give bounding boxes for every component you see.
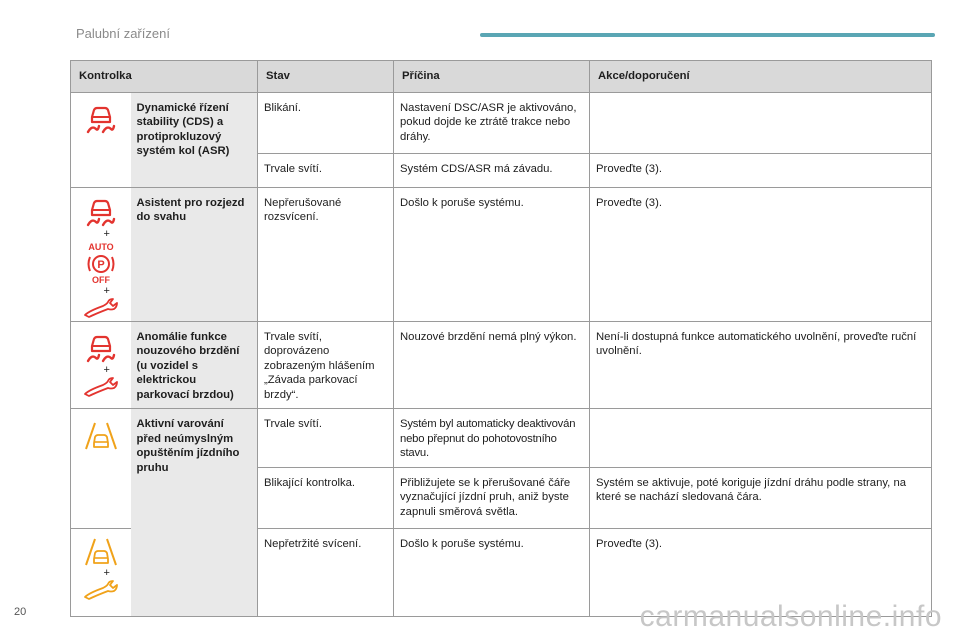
column-header-pricina: Příčina	[394, 61, 590, 93]
icon-cell	[71, 409, 131, 529]
table-row	[71, 321, 932, 409]
state-cell: Trvale svítí, doprovázeno zobrazeným hlášením „Závada parkovací brzdy“.	[258, 321, 394, 409]
icon-cell	[71, 321, 131, 409]
wrench-icon	[83, 377, 119, 397]
plus-sign: +	[103, 566, 110, 579]
icon-cell	[71, 187, 131, 321]
header-rule	[480, 33, 935, 37]
column-header-akce: Akce/doporučení	[590, 61, 932, 93]
icon-cell	[71, 92, 131, 187]
warning-light-name: Dynamické řízení stability (CDS) a protiprokluzový systém kol (ASR)	[131, 92, 258, 187]
wrench-icon	[83, 580, 119, 600]
section-title: Palubní zařízení	[76, 26, 170, 41]
warning-light-name: Aktivní varování před neúmyslným opuštěním jízdního pruhu	[131, 409, 258, 617]
action-cell	[590, 92, 932, 153]
action-cell: Proveďte (3).	[590, 528, 932, 616]
warning-light-name: Asistent pro rozjezd do svahu	[131, 187, 258, 321]
plus-sign: +	[103, 363, 110, 376]
action-cell	[590, 409, 932, 468]
state-cell: Nepřetržité svícení.	[258, 528, 394, 616]
table-row	[71, 187, 932, 321]
skid-car-icon	[84, 105, 118, 135]
action-cell: Není-li dostupná funkce automatického uvolnění, proveďte ruční uvolnění.	[590, 321, 932, 409]
wrench-icon	[83, 298, 119, 318]
svg-text:OFF: OFF	[91, 274, 110, 285]
cause-cell: Došlo k poruše systému.	[394, 187, 590, 321]
warning-lights-table	[70, 60, 932, 617]
action-cell: Proveďte (3).	[590, 153, 932, 187]
state-cell: Blikající kontrolka.	[258, 467, 394, 528]
state-cell: Blikání.	[258, 92, 394, 153]
cause-cell: Systém byl automaticky deaktivován nebo přepnut do pohotovostního stavu.	[394, 409, 590, 468]
auto-park-brake-off-icon	[83, 241, 119, 285]
table-header-row	[71, 61, 932, 93]
lane-departure-icon	[83, 421, 119, 451]
lane-departure-icon	[83, 537, 119, 567]
column-header-kontrolka: Kontrolka	[71, 61, 258, 93]
cause-cell: Nouzové brzdění nemá plný výkon.	[394, 321, 590, 409]
action-cell: Systém se aktivuje, poté koriguje jízdní dráhu podle strany, na které se nachází sledovaná čára.	[590, 467, 932, 528]
state-cell: Nepřerušované rozsvícení.	[258, 187, 394, 321]
state-cell: Trvale svítí.	[258, 409, 394, 468]
skid-car-icon	[84, 198, 118, 228]
watermark: carmanualsonline.info	[639, 600, 942, 633]
plus-sign: +	[103, 284, 110, 297]
svg-text:P: P	[97, 258, 105, 271]
page-number: 20	[14, 606, 27, 618]
icon-cell	[71, 528, 131, 616]
cause-cell: Došlo k poruše systému.	[394, 528, 590, 616]
action-cell: Proveďte (3).	[590, 187, 932, 321]
state-cell: Trvale svítí.	[258, 153, 394, 187]
table-row	[71, 409, 932, 468]
cause-cell: Přibližujete se k přerušované čáře vyznačující jízdní pruh, aniž byste zapnuli směrová světla.	[394, 467, 590, 528]
cause-cell: Nastavení DSC/ASR je aktivováno, pokud dojde ke ztrátě trakce nebo dráhy.	[394, 92, 590, 153]
table-row	[71, 92, 932, 153]
svg-text:AUTO: AUTO	[88, 241, 114, 252]
warning-light-name: Anomálie funkce nouzového brzdění (u vozidel s elektrickou parkovací brzdou)	[131, 321, 258, 409]
column-header-stav: Stav	[258, 61, 394, 93]
cause-cell: Systém CDS/ASR má závadu.	[394, 153, 590, 187]
skid-car-icon	[84, 334, 118, 364]
plus-sign: +	[103, 227, 110, 240]
